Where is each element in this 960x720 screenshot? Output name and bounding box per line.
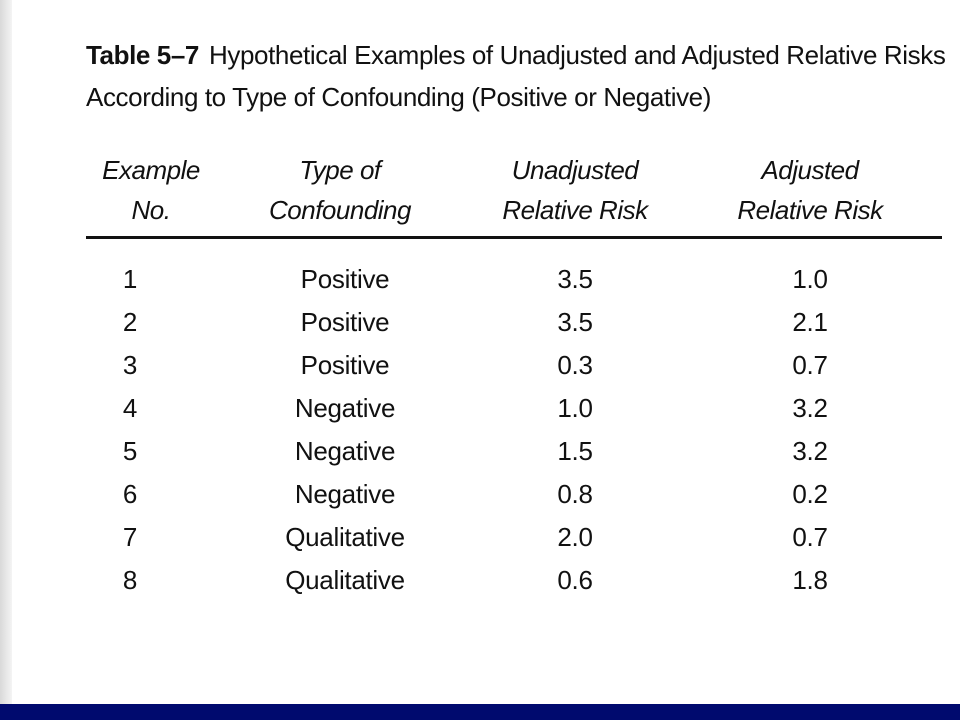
cell-example-no: 2: [122, 307, 138, 337]
table-row: [0, 258, 960, 301]
table-row: [0, 301, 960, 344]
cell-unadjusted: 1.0: [557, 393, 593, 423]
cell-type: Negative: [294, 393, 396, 423]
table-caption: [86, 34, 946, 118]
header-unadjusted-line-1: Unadjusted: [511, 155, 639, 185]
header-type-line-2: Confounding: [269, 195, 411, 225]
cell-adjusted: 2.1: [792, 307, 828, 337]
cell-adjusted: 0.7: [792, 350, 828, 380]
header-rule: [86, 236, 942, 239]
header-unadjusted-line-2: Relative Risk: [502, 195, 648, 225]
cell-unadjusted: 1.5: [557, 436, 593, 466]
header-adjusted-relative-risk: [725, 150, 895, 230]
cell-type: Positive: [300, 307, 390, 337]
cell-unadjusted: 0.8: [557, 479, 593, 509]
header-type-of-confounding: [260, 150, 420, 230]
caption-line-1: [86, 34, 946, 76]
header-example-no-line-2: No.: [131, 195, 171, 225]
table-row: [0, 344, 960, 387]
header-example-no: [86, 150, 216, 230]
cell-type: Positive: [300, 350, 390, 380]
cell-adjusted: 0.2: [792, 479, 828, 509]
cell-type: Qualitative: [285, 565, 405, 595]
cell-adjusted: 1.8: [792, 565, 828, 595]
cell-unadjusted: 3.5: [557, 264, 593, 294]
header-adjusted-line-2: Relative Risk: [737, 195, 883, 225]
table-row: [0, 473, 960, 516]
table-row: [0, 387, 960, 430]
cell-adjusted: 0.7: [792, 522, 828, 552]
header-type-line-1: Type of: [299, 155, 381, 185]
table-row: [0, 516, 960, 559]
cell-type: Negative: [294, 479, 396, 509]
cell-example-no: 1: [122, 264, 138, 294]
cell-example-no: 3: [122, 350, 138, 380]
cell-example-no: 5: [122, 436, 138, 466]
cell-example-no: 6: [122, 479, 138, 509]
cell-unadjusted: 2.0: [557, 522, 593, 552]
table-number: Table 5–7: [86, 40, 199, 70]
cell-adjusted: 3.2: [792, 436, 828, 466]
bottom-bar: [0, 704, 960, 720]
cell-adjusted: 1.0: [792, 264, 828, 294]
caption-title-line-1: Hypothetical Examples of Unadjusted and Adjusted Relative Risks: [208, 40, 946, 70]
cell-type: Positive: [300, 264, 390, 294]
cell-unadjusted: 0.6: [557, 565, 593, 595]
caption-title-line-2: According to Type of Confounding (Positive or Negative): [86, 82, 711, 112]
table-row: [0, 430, 960, 473]
header-adjusted-line-1: Adjusted: [761, 155, 859, 185]
cell-unadjusted: 0.3: [557, 350, 593, 380]
cell-unadjusted: 3.5: [557, 307, 593, 337]
header-example-no-line-1: Example: [102, 155, 200, 185]
cell-example-no: 4: [122, 393, 138, 423]
cell-type: Qualitative: [285, 522, 405, 552]
cell-example-no: 8: [122, 565, 138, 595]
cell-adjusted: 3.2: [792, 393, 828, 423]
cell-example-no: 7: [122, 522, 138, 552]
cell-type: Negative: [294, 436, 396, 466]
table-body: [0, 258, 960, 602]
header-unadjusted-relative-risk: [490, 150, 660, 230]
table-row: [0, 559, 960, 602]
